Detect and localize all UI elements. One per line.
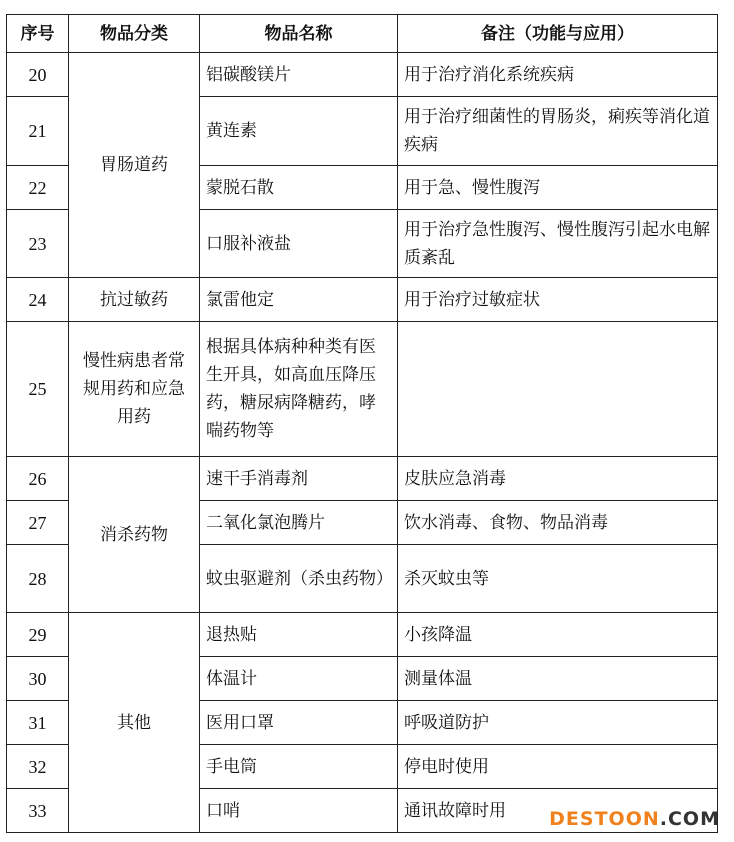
row-no: 21	[7, 97, 69, 166]
item-note	[398, 322, 718, 457]
item-name: 二氧化氯泡腾片	[200, 501, 398, 545]
category-cell: 抗过敏药	[69, 278, 200, 322]
item-note: 用于治疗细菌性的胃肠炎，痢疾等消化道疾病	[398, 97, 718, 166]
item-note: 测量体温	[398, 657, 718, 701]
item-name: 速干手消毒剂	[200, 457, 398, 501]
item-note: 杀灭蚊虫等	[398, 545, 718, 613]
category-cell: 消杀药物	[69, 457, 200, 613]
watermark-logo	[549, 808, 720, 830]
item-name: 体温计	[200, 657, 398, 701]
row-no: 22	[7, 166, 69, 210]
item-name: 医用口罩	[200, 701, 398, 745]
item-note: 小孩降温	[398, 613, 718, 657]
header-note: 备注（功能与应用）	[398, 15, 718, 53]
table-row	[7, 457, 718, 501]
header-name: 物品名称	[200, 15, 398, 53]
header-category: 物品分类	[69, 15, 200, 53]
item-note: 用于急、慢性腹泻	[398, 166, 718, 210]
item-name: 手电筒	[200, 745, 398, 789]
item-name: 退热贴	[200, 613, 398, 657]
watermark-brand: DESTOON	[549, 808, 660, 830]
row-no: 24	[7, 278, 69, 322]
row-no: 28	[7, 545, 69, 613]
row-no: 30	[7, 657, 69, 701]
item-name: 蚊虫驱避剂（杀虫药物）	[200, 545, 398, 613]
row-no: 26	[7, 457, 69, 501]
item-note: 呼吸道防护	[398, 701, 718, 745]
row-no: 23	[7, 210, 69, 278]
row-no: 25	[7, 322, 69, 457]
item-note: 皮肤应急消毒	[398, 457, 718, 501]
row-no: 32	[7, 745, 69, 789]
watermark-dot: .	[659, 808, 668, 830]
row-no: 29	[7, 613, 69, 657]
item-note: 用于治疗急性腹泻、慢性腹泻引起水电解质紊乱	[398, 210, 718, 278]
item-note: 通讯故障时用	[398, 789, 718, 833]
item-name: 铝碳酸镁片	[200, 53, 398, 97]
header-row	[7, 15, 718, 53]
category-cell: 慢性病患者常规用药和应急用药	[69, 322, 200, 457]
category-cell: 胃肠道药	[69, 53, 200, 278]
item-note: 用于治疗消化系统疾病	[398, 53, 718, 97]
medicine-table	[6, 14, 718, 833]
row-no: 31	[7, 701, 69, 745]
item-name: 口服补液盐	[200, 210, 398, 278]
item-note: 停电时使用	[398, 745, 718, 789]
row-no: 20	[7, 53, 69, 97]
item-name: 黄连素	[200, 97, 398, 166]
table-row	[7, 53, 718, 97]
item-name: 根据具体病种种类有医生开具，如高血压降压药，糖尿病降糖药，哮喘药物等	[200, 322, 398, 457]
watermark-suffix: COM	[667, 808, 720, 830]
table-row	[7, 278, 718, 322]
item-name: 氯雷他定	[200, 278, 398, 322]
item-name: 口哨	[200, 789, 398, 833]
item-note: 用于治疗过敏症状	[398, 278, 718, 322]
table-row	[7, 613, 718, 657]
row-no: 33	[7, 789, 69, 833]
row-no: 27	[7, 501, 69, 545]
table-row	[7, 322, 718, 457]
item-note: 饮水消毒、食物、物品消毒	[398, 501, 718, 545]
header-no: 序号	[7, 15, 69, 53]
item-name: 蒙脱石散	[200, 166, 398, 210]
category-cell: 其他	[69, 613, 200, 833]
